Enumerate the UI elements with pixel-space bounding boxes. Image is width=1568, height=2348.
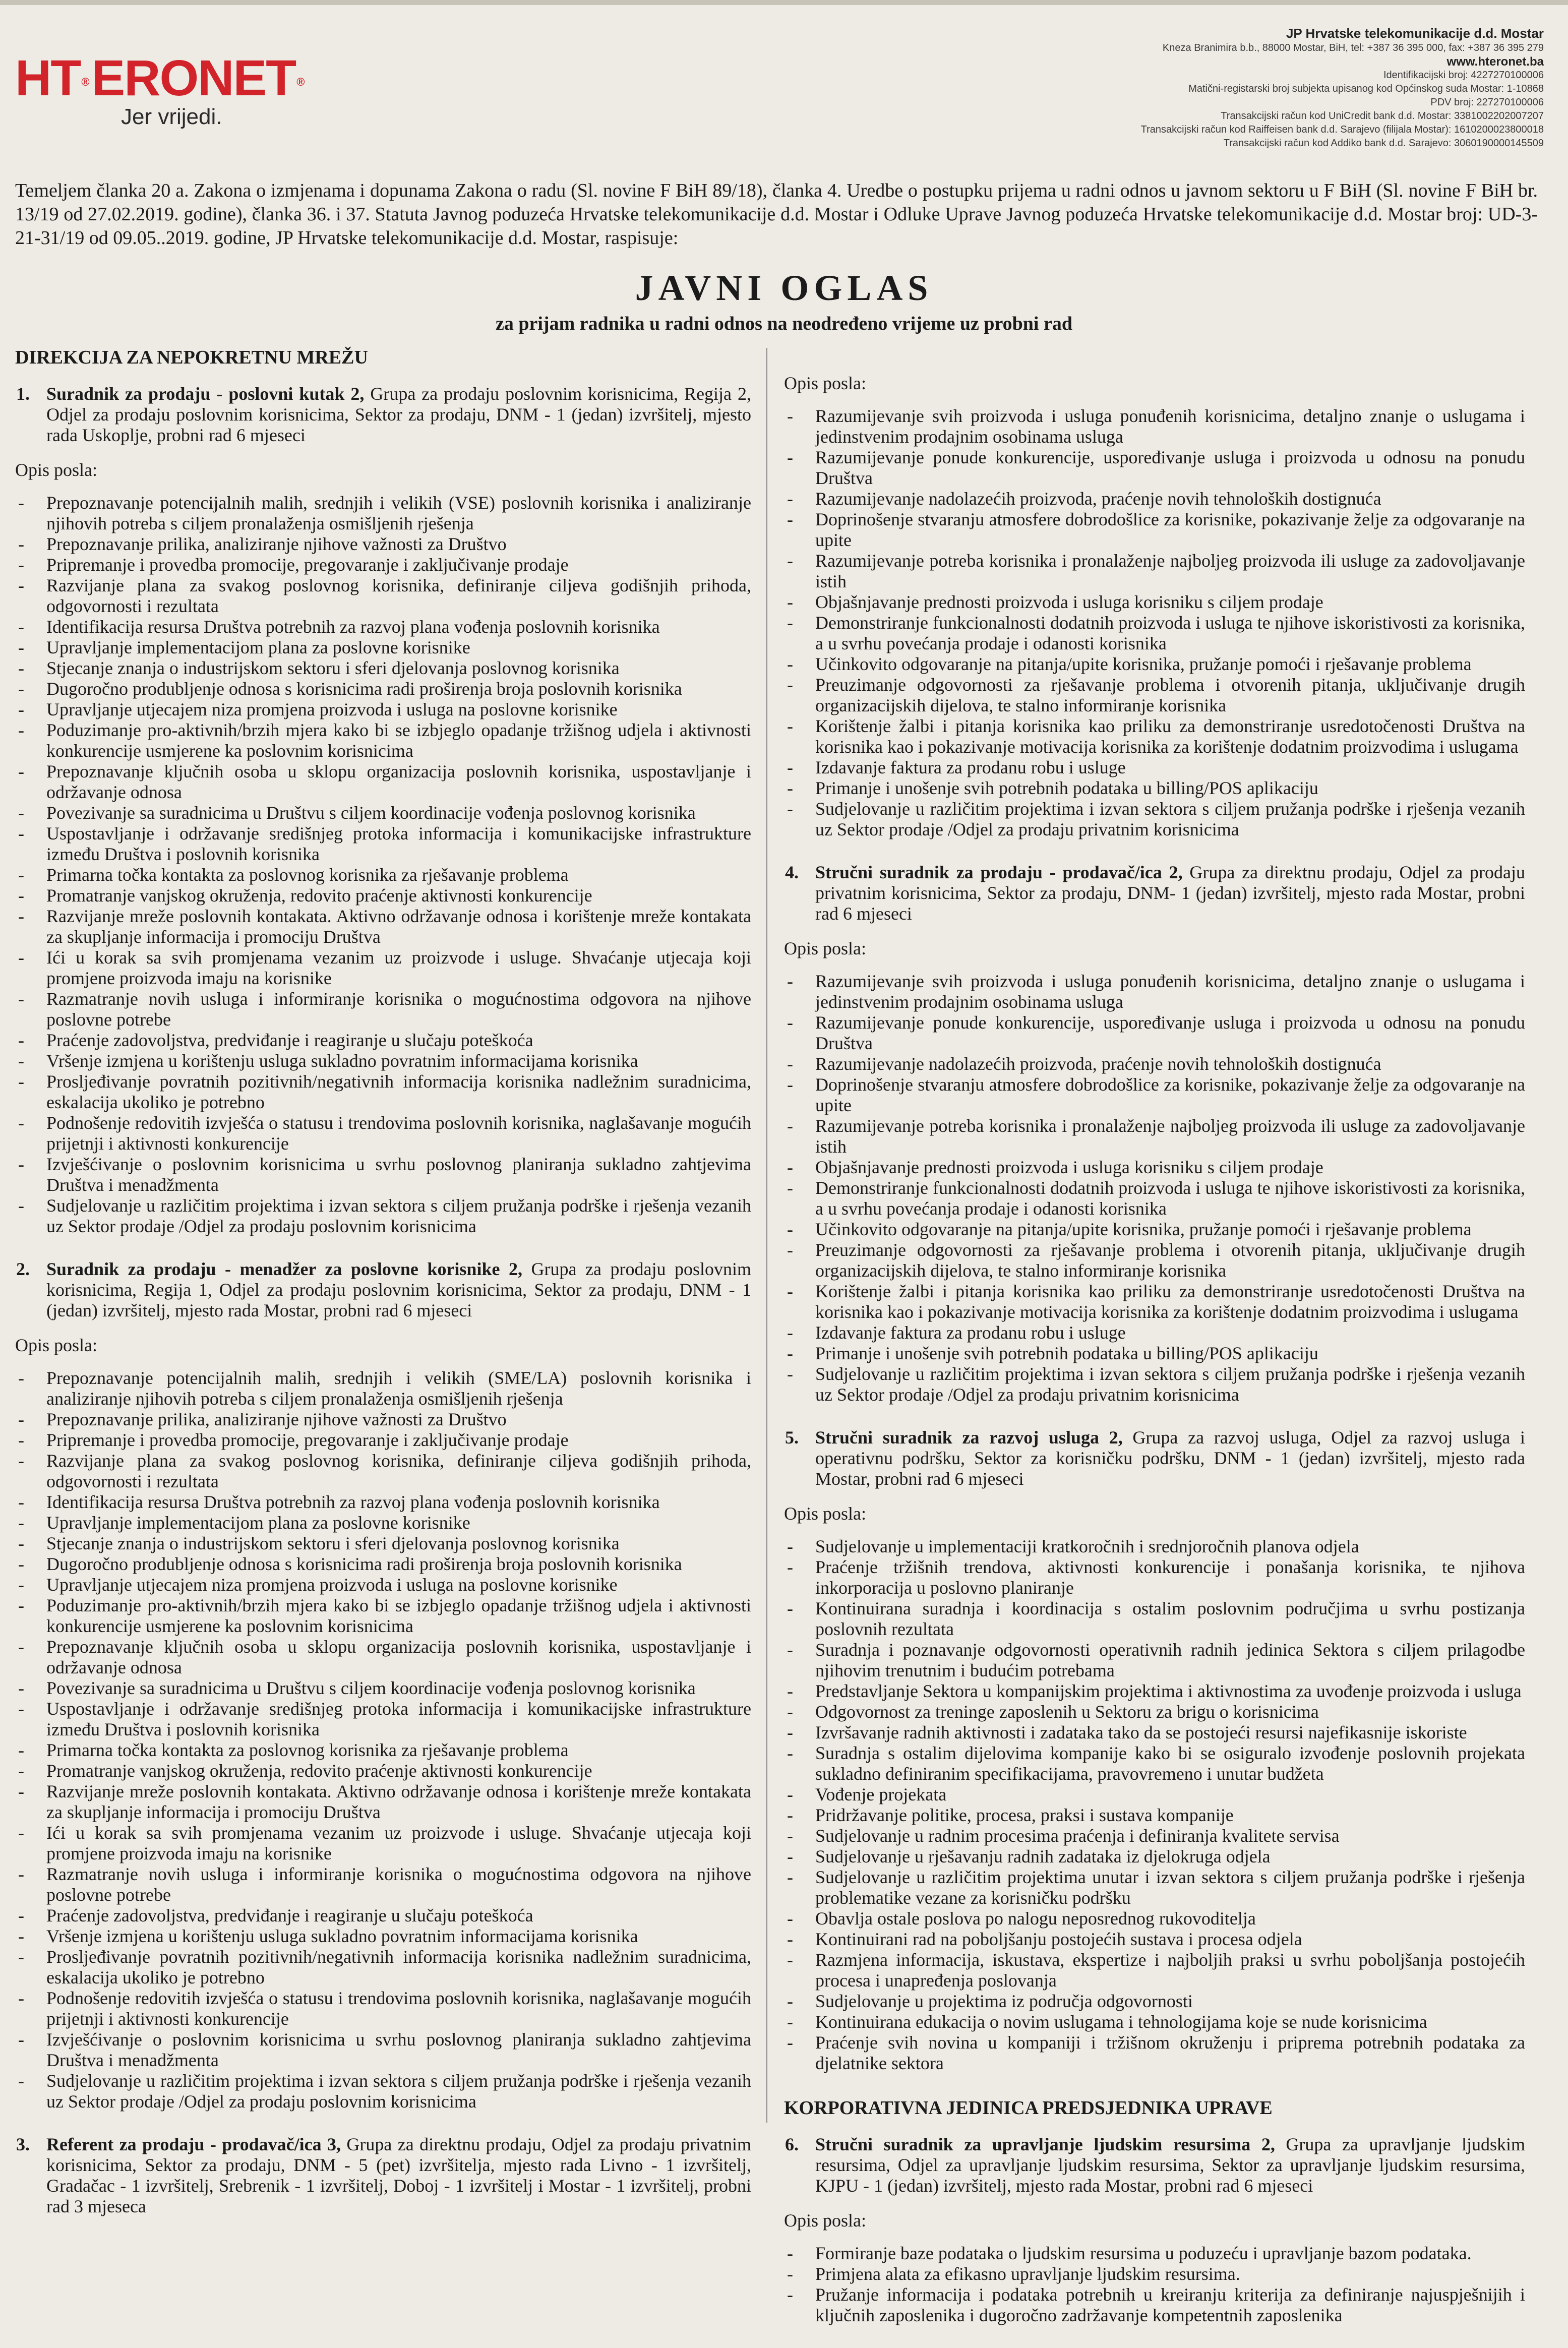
duty-item: - Predstavljanje Sektora u kompanijskim projektima i aktivnostima za uvođenje proizvoda i usluga: [784, 1681, 1525, 1702]
company-details: [888, 25, 1544, 150]
duty-item: - Razmatranje novih usluga i informiranje korisnika o mogućnostima odgovora na njihove poslovne potrebe: [15, 989, 751, 1030]
duty-item: - Prepoznavanje potencijalnih malih, srednjih i velikih (SME/LA) poslovnih korisnika i analiziranje njihovih potreba s ciljem pronalaženja osmišljenih rješenja: [15, 1368, 751, 1409]
duty-item: - Uspostavljanje i održavanje središnjeg protoka informacija i komunikacijske infrastrukture između Društva i poslovnih korisnika: [15, 823, 751, 865]
duty-item: - Vođenje projekata: [784, 1784, 1525, 1805]
position-number: 1.: [16, 384, 30, 404]
duty-item: - Izdavanje faktura za prodanu robu i usluge: [784, 1322, 1525, 1343]
position-details: Grupa za prodaju poslovnim korisnicima, Regija 2, Odjel za prodaju poslovnim korisnicima, Sektor za prodaju, DNM - 1 (jedan) izvršitelj, mjesto rada Uskoplje, probni rad 6 mjeseci: [46, 384, 752, 445]
duty-item: - Suradnja i poznavanje odgovornosti operativnih radnih jedinica Sektora s ciljem prilagodbe njihovim trenutnim i budućim potrebama: [784, 1640, 1525, 1681]
duty-item: - Povezivanje sa suradnicima u Društvu s ciljem koordinacije vođenja poslovnog korisnika: [15, 803, 751, 823]
directorate-heading: DIREKCIJA ZA NEPOKRETNU MREŽU: [15, 347, 368, 368]
duty-item: - Poduzimanje pro-aktivnih/brzih mjera kako bi se izbjeglo opadanje tržišnog udjela i aktivnosti konkurencije usmjerene ka poslovnim korisnicima: [15, 1595, 751, 1637]
duty-item: - Korištenje žalbi i pitanja korisnika kao priliku za demonstriranje usredotočenosti Društva na korisnika kao i pokazivanje motivacija korisnika za korištenje dodatnim proizvodima i uslugama: [784, 716, 1525, 757]
position-5: [784, 1427, 1525, 1489]
duty-item: - Izvješćivanje o poslovnim korisnicima u svrhu poslovnog planiranja sukladno zahtjevima Društva i menadžmenta: [15, 1154, 751, 1195]
position-title: Referent za prodaju - prodavač/ica 3,: [46, 2134, 341, 2154]
company-registry-line: Matični-registarski broj subjekta upisanog kod Općinskog suda Mostar: 1-10868: [1188, 83, 1544, 94]
duty-item: - Poduzimanje pro-aktivnih/brzih mjera kako bi se izbjeglo opadanje tržišnog udjela i aktivnosti konkurencije usmjerene ka poslovnim korisnicima: [15, 720, 751, 761]
logo-text-eronet: ERONET: [91, 50, 296, 106]
duty-item: - Primarna točka kontakta za poslovnog korisnika za rješavanje problema: [15, 865, 751, 885]
duty-item: - Vršenje izmjena u korištenju usluga sukladno povratnim informacijama korisnika: [15, 1926, 751, 1947]
duties-heading: Opis posla:: [784, 938, 867, 958]
duty-item: - Sudjelovanje u projektima iz područja odgovornosti: [784, 1991, 1525, 2012]
duties-list-4: [784, 971, 1525, 1405]
duty-item: - Prosljeđivanje povratnih pozitivnih/negativnih informacija korisnika nadležnim suradnicima, eskalacija ukoliko je potrebno: [15, 1947, 751, 1988]
duty-item: - Praćenje tržišnih trendova, aktivnosti konkurencije i ponašanja korisnika, te njihova inkorporacija u poslovno planiranje: [784, 1557, 1525, 1598]
duties-heading: Opis posla:: [15, 460, 98, 480]
duty-item: - Razumijevanje nadolazećih proizvoda, praćenje novih tehnoloških dostignuća: [784, 489, 1525, 509]
duty-item: - Prepoznavanje prilika, analiziranje njihove važnosti za Društvo: [15, 1409, 751, 1430]
company-bank-line: Transakcijski račun kod UniCredit bank d.d. Mostar: 3381002202007207: [1221, 110, 1544, 122]
duty-item: - Prepoznavanje prilika, analiziranje njihove važnosti za Društvo: [15, 534, 751, 555]
duty-item: - Promatranje vanjskog okruženja, redovito praćenje aktivnosti konkurencije: [15, 885, 751, 906]
duty-item: - Objašnjavanje prednosti proizvoda i usluga korisniku s ciljem prodaje: [784, 1157, 1525, 1178]
position-number: 5.: [785, 1427, 799, 1448]
position-2: [15, 1259, 751, 1321]
duty-item: - Kontinuirana suradnja i koordinacija s ostalim poslovnim područjima u svrhu postizanja poslovnih rezultata: [784, 1598, 1525, 1640]
duty-item: - Prosljeđivanje povratnih pozitivnih/negativnih informacija korisnika nadležnim suradnicima, eskalacija ukoliko je potrebno: [15, 1071, 751, 1113]
duty-item: - Objašnjavanje prednosti proizvoda i usluga korisniku s ciljem prodaje: [784, 592, 1525, 613]
position-title: Suradnik za prodaju - menadžer za poslovne korisnike 2,: [46, 1259, 522, 1279]
duty-item: - Sudjelovanje u implementaciji kratkoročnih i srednjoročnih planova odjela: [784, 1536, 1525, 1557]
duty-item: - Suradnja s ostalim dijelovima kompanije kako bi se osiguralo izvođenje poslovnih projekata sukladno definiranim specifikacijama, pravovremeno i unutar budžeta: [784, 1743, 1525, 1784]
position-details: Grupa za direktnu prodaju, Odjel za prodaju privatnim korisnicima, Sektor za prodaju, DNM - 5 (pet) izvršitelja, mjesto rada Livno - 1 izvršitelj, Gradačac - 1 izvršitelj, Srebrenik - 1 izvršitelj, Doboj - 1 izvršitelj i Mostar - 1 izvršitelj, probni rad 3 mjeseca: [46, 2134, 751, 2216]
duty-item: - Sudjelovanje u rješavanju radnih zadataka iz djelokruga odjela: [784, 1846, 1525, 1867]
duty-item: - Stjecanje znanja o industrijskom sektoru i sferi djelovanja poslovnog korisnika: [15, 1533, 751, 1554]
company-id-line: Identifikacijski broj: 4227270100006: [1383, 70, 1544, 81]
duty-item: - Razvijanje plana za svakog poslovnog korisnika, definiranje ciljeva godišnjih prihoda, odgovornosti i rezultata: [15, 1451, 751, 1492]
right-column: [784, 373, 1525, 2348]
duty-item: - Razmjena informacija, iskustava, ekspertize i najboljih praksi u svrhu poboljšanja postojećih procesa i unapređenja poslovanja: [784, 1950, 1525, 1991]
position-title: Stručni suradnik za prodaju - prodavač/ica 2,: [815, 862, 1183, 882]
duties-list-5: [784, 1536, 1525, 2074]
position-number: 6.: [785, 2134, 799, 2154]
position-details: Grupa za razvoj usluga, Odjel za razvoj usluga i operativnu podršku, Sektor za korisničku podršku, DNM - 1 (jedan) izvršitelj, mjesto rada Mostar, probni rad 6 mjeseci: [815, 1427, 1525, 1489]
position-title: Stručni suradnik za razvoj usluga 2,: [815, 1427, 1123, 1448]
duty-item: - Razumijevanje nadolazećih proizvoda, praćenje novih tehnoloških dostignuća: [784, 1054, 1525, 1074]
duties-heading: Opis posla:: [15, 1335, 98, 1355]
duty-item: - Upravljanje utjecajem niza promjena proizvoda i usluga na poslovne korisnike: [15, 1575, 751, 1595]
company-vat-line: PDV broj: 227270100006: [1430, 97, 1544, 108]
duty-item: - Obavlja ostale poslova po nalogu neposrednog rukovoditelja: [784, 1908, 1525, 1929]
duty-item: - Sudjelovanje u različitim projektima i izvan sektora s ciljem pružanja podrške i rješenja vezanih uz Sektor prodaje /Odjel za prodaju privatnim korisnicima: [784, 1364, 1525, 1405]
duty-item: - Razumijevanje ponude konkurencije, uspoređivanje usluga i proizvoda u odnosu na ponudu Društva: [784, 447, 1525, 489]
position-4: [784, 862, 1525, 924]
duty-item: - Izdavanje faktura za prodanu robu i usluge: [784, 757, 1525, 778]
duty-item: - Pripremanje i provedba promocije, pregovaranje i zaključivanje prodaje: [15, 1430, 751, 1451]
company-bank-line: Transakcijski račun kod Addiko bank d.d. Sarajevo: 3060190000145509: [1223, 138, 1544, 149]
duties-heading: Opis posla:: [784, 1503, 867, 1524]
duties-list-1: [15, 493, 751, 1237]
duty-item: - Primarna točka kontakta za poslovnog korisnika za rješavanje problema: [15, 1740, 751, 1761]
logo-text-ht: HT: [15, 50, 81, 106]
duty-item: - Ići u korak sa svih promjenama vezanim uz proizvode i usluge. Shvaćanje utjecaja koji promjene proizvoda imaju na korisnike: [15, 947, 751, 989]
duty-item: - Praćenje zadovoljstva, predviđanje i reagiranje u slučaju poteškoća: [15, 1905, 751, 1926]
duty-item: - Dugoročno produbljenje odnosa s korisnicima radi proširenja broja poslovnih korisnika: [15, 1554, 751, 1575]
duties-list-6: [784, 2243, 1525, 2326]
position-title: Stručni suradnik za upravljanje ljudskim resursima 2,: [815, 2134, 1275, 2154]
company-logo: HT®ERONET® Jer vrijedi.: [15, 50, 304, 129]
company-name: JP Hrvatske telekomunikacije d.d. Mostar: [1286, 26, 1544, 41]
duty-item: - Razvijanje mreže poslovnih kontakata. Aktivno održavanje odnosa i korištenje mreže kontakata za skupljanje informacija i promociju Društva: [15, 1781, 751, 1823]
duty-item: - Razumijevanje ponude konkurencije, uspoređivanje usluga i proizvoda u odnosu na ponudu Društva: [784, 1012, 1525, 1054]
duty-item: - Prepoznavanje ključnih osoba u sklopu organizacija poslovnih korisnika, uspostavljanje i održavanje odnosa: [15, 1637, 751, 1678]
duty-item: - Učinkovito odgovaranje na pitanja/upite korisnika, pružanje pomoći i rješavanje problema: [784, 1219, 1525, 1240]
duty-item: - Sudjelovanje u različitim projektima i izvan sektora s ciljem pružanja podrške i rješenja vezanih uz Sektor prodaje /Odjel za prodaju poslovnim korisnicima: [15, 1195, 751, 1237]
position-details: Grupa za upravljanje ljudskim resursima, Odjel za upravljanje ljudskim resursima, Sektor za upravljanje ljudskim resursima, KJPU - 1 (jedan) izvršitelj, mjesto rada Mostar, probni rad 6 mjeseci: [815, 2134, 1526, 2196]
duty-item: - Razumijevanje svih proizvoda i usluga ponuđenih korisnicima, detaljno znanje o uslugama i jedinstvenim prodajnim osobinama usluga: [784, 971, 1525, 1012]
duty-item: - Odgovornost za treninge zaposlenih u Sektoru za brigu o korisnicima: [784, 1702, 1525, 1722]
page-subtitle: za prijam radnika u radni odnos na neodređeno vrijeme uz probni rad: [496, 313, 1072, 334]
duty-item: - Povezivanje sa suradnicima u Društvu s ciljem koordinacije vođenja poslovnog korisnika: [15, 1678, 751, 1699]
duty-item: - Identifikacija resursa Društva potrebnih za razvoj plana vođenja poslovnih korisnika: [15, 617, 751, 637]
company-bank-line: Transakcijski račun kod Raiffeisen bank d.d. Sarajevo (filijala Mostar): 1610200023800018: [1140, 124, 1544, 135]
position-number: 2.: [16, 1259, 30, 1279]
duty-item: - Upravljanje implementacijom plana za poslovne korisnike: [15, 1513, 751, 1533]
duty-item: - Promatranje vanjskog okruženja, redovito praćenje aktivnosti konkurencije: [15, 1761, 751, 1781]
duty-item: - Razvijanje plana za svakog poslovnog korisnika, definiranje ciljeva godišnjih prihoda, odgovornosti i rezultata: [15, 575, 751, 617]
duty-item: - Učinkovito odgovaranje na pitanja/upite korisnika, pružanje pomoći i rješavanje problema: [784, 654, 1525, 675]
duty-item: - Korištenje žalbi i pitanja korisnika kao priliku za demonstriranje usredotočenosti Društva na korisnika kao i pokazivanje motivacija korisnika za korištenje dodatnim proizvodima i uslugama: [784, 1281, 1525, 1322]
duty-item: - Primanje i unošenje svih potrebnih podataka u billing/POS aplikaciju: [784, 1343, 1525, 1364]
duty-item: - Sudjelovanje u radnim procesima praćenja i definiranja kvalitete servisa: [784, 1826, 1525, 1846]
duty-item: - Kontinuirana edukacija o novim uslugama i tehnologijama koje se nude korisnicima: [784, 2012, 1525, 2032]
intro-paragraph: Temeljem članka 20 a. Zakona o izmjenama i dopunama Zakona o radu (Sl. novine F BiH 89/18), članka 4. Uredbe o postupku prijema u radni odnos u javnom sektoru u F BiH (Sl. novine F BiH br. 13/19 od 27.02.2019. godine), članka 36. i 37. Statuta Javnog poduzeća Hrvatske telekomunikacije d.d. Mostar i Odluke Uprave Javnog poduzeća Hrvatske telekomunikacije d.d. Mostar broj: UD-3-21-31/19 od 09.05..2019. godine, JP Hrvatske telekomunikacije d.d. Mostar, raspisuje:: [15, 180, 1538, 249]
column-divider: [766, 348, 767, 2123]
position-title: Suradnik za prodaju - poslovni kutak 2,: [46, 384, 365, 404]
duty-item: - Uspostavljanje i održavanje središnjeg protoka informacija i komunikacijske infrastrukture između Društva i poslovnih korisnika: [15, 1699, 751, 1740]
duty-item: - Razvijanje mreže poslovnih kontakata. Aktivno održavanje odnosa i korištenje mreže kontakata za skupljanje informacija i promociju Društva: [15, 906, 751, 947]
duty-item: - Prepoznavanje ključnih osoba u sklopu organizacija poslovnih korisnika, uspostavljanje i održavanje odnosa: [15, 761, 751, 803]
duty-item: - Stjecanje znanja o industrijskom sektoru i sferi djelovanja poslovnog korisnika: [15, 658, 751, 679]
duty-item: - Identifikacija resursa Društva potrebnih za razvoj plana vođenja poslovnih korisnika: [15, 1492, 751, 1513]
duty-item: - Pružanje informacija i podataka potrebnih u kreiranju kriterija za definiranje najuspješnijih i ključnih zaposlenika i dugoročno zadržavanje kompetentnih zaposlenika: [784, 2284, 1525, 2326]
duty-item: - Sudjelovanje u različitim projektima i izvan sektora s ciljem pružanja podrške i rješenja vezanih uz Sektor prodaje /Odjel za prodaju poslovnim korisnicima: [15, 2071, 751, 2112]
duty-item: - Dugoročno produbljenje odnosa s korisnicima radi proširenja broja poslovnih korisnika: [15, 679, 751, 699]
position-number: 4.: [785, 862, 799, 882]
duties-heading: Opis posla:: [784, 2210, 867, 2231]
company-website: www.hteronet.ba: [1446, 55, 1544, 69]
duty-item: - Kontinuirani rad na poboljšanju postojećih sustava i procesa odjela: [784, 1929, 1525, 1950]
duty-item: - Praćenje zadovoljstva, predviđanje i reagiranje u slučaju poteškoća: [15, 1030, 751, 1051]
duty-item: - Vršenje izmjena u korištenju usluga sukladno povratnim informacijama korisnika: [15, 1051, 751, 1071]
page-title: JAVNI OGLAS: [635, 268, 933, 308]
position-details: Grupa za prodaju poslovnim korisnicima, Regija 1, Odjel za prodaju poslovnim korisnicima, Sektor za prodaju, DNM - 1 (jedan) izvršitelj, mjesto rada Mostar, probni rad 6 mjeseci: [46, 1259, 752, 1320]
duty-item: - Pripremanje i provedba promocije, pregovaranje i zaključivanje prodaje: [15, 555, 751, 575]
duty-item: - Razumijevanje svih proizvoda i usluga ponuđenih korisnicima, detaljno znanje o uslugama i jedinstvenim prodajnim osobinama usluga: [784, 406, 1525, 447]
duty-item: - Pridržavanje politike, procesa, praksi i sustava kompanije: [784, 1805, 1525, 1826]
page-top-rule: [0, 0, 1568, 5]
duty-item: - Razumijevanje potreba korisnika i pronalaženje najboljeg proizvoda ili usluge za zadovoljavanje istih: [784, 1116, 1525, 1157]
duty-item: - Ići u korak sa svih promjenama vezanim uz proizvode i usluge. Shvaćanje utjecaja koji promjene proizvoda imaju na korisnike: [15, 1823, 751, 1864]
duty-item: - Podnošenje redovitih izvješća o statusu i trendovima poslovnih korisnika, naglašavanje mogućih prijetnji i aktivnosti konkurencije: [15, 1988, 751, 2029]
duty-item: - Podnošenje redovitih izvješća o statusu i trendovima poslovnih korisnika, naglašavanje mogućih prijetnji i aktivnosti konkurencije: [15, 1113, 751, 1154]
duty-item: - Razmatranje novih usluga i informiranje korisnika o mogućnostima odgovora na njihove poslovne potrebe: [15, 1864, 751, 1905]
position-3: [15, 2134, 751, 2217]
unit-heading: KORPORATIVNA JEDINICA PREDSJEDNIKA UPRAVE: [784, 2097, 1273, 2119]
company-address: Kneza Branimira b.b., 88000 Mostar, BiH, tel: +387 36 395 000, fax: +387 36 395 279: [1162, 42, 1544, 53]
duty-item: - Upravljanje implementacijom plana za poslovne korisnike: [15, 637, 751, 658]
duty-item: - Doprinošenje stvaranju atmosfere dobrodošlice za korisnike, pokazivanje želje za odgovaranje na upite: [784, 1074, 1525, 1116]
logo-tagline: Jer vrijedi.: [121, 104, 222, 129]
position-6: [784, 2134, 1525, 2196]
duty-item: - Preuzimanje odgovornosti za rješavanje problema i otvorenih pitanja, uključivanje drugih organizacijskih dijelova, te stalno informiranje korisnika: [784, 675, 1525, 716]
duty-item: - Razumijevanje potreba korisnika i pronalaženje najboljeg proizvoda ili usluge za zadovoljavanje istih: [784, 551, 1525, 592]
duty-item: - Formiranje baze podataka o ljudskim resursima u poduzeću i upravljanje bazom podataka.: [784, 2243, 1525, 2264]
duties-list-3: [784, 406, 1525, 840]
duty-item: - Primanje i unošenje svih potrebnih podataka u billing/POS aplikaciju: [784, 778, 1525, 799]
duties-list-2: [15, 1368, 751, 2112]
duty-item: - Preuzimanje odgovornosti za rješavanje problema i otvorenih pitanja, uključivanje drugih organizacijskih dijelova, te stalno informiranje korisnika: [784, 1240, 1525, 1281]
duty-item: - Izvješćivanje o poslovnim korisnicima u svrhu poslovnog planiranja sukladno zahtjevima Društva i menadžmenta: [15, 2029, 751, 2071]
duty-item: - Sudjelovanje u različitim projektima i izvan sektora s ciljem pružanja podrške i rješenja vezanih uz Sektor prodaje /Odjel za prodaju privatnim korisnicima: [784, 799, 1525, 840]
left-column: [15, 345, 751, 2231]
duty-item: - Doprinošenje stvaranju atmosfere dobrodošlice za korisnike, pokazivanje želje za odgovaranje na upite: [784, 509, 1525, 551]
duty-item: - Izvršavanje radnih aktivnosti i zadataka tako da se postojeći resursi najefikasnije iskoriste: [784, 1722, 1525, 1743]
duty-item: - Sudjelovanje u različitim projektima unutar i izvan sektora s ciljem pružanja podrške i rješenja problematike vezane za korisničku podršku: [784, 1867, 1525, 1908]
position-details: Grupa za direktnu prodaju, Odjel za prodaju privatnim korisnicima, Sektor za prodaju, DNM- 1 (jedan) izvršitelj, mjesto rada Mostar, probni rad 6 mjeseci: [815, 862, 1525, 924]
duty-item: - Upravljanje utjecajem niza promjena proizvoda i usluga na poslovne korisnike: [15, 699, 751, 720]
position-number: 3.: [16, 2134, 30, 2154]
duty-item: - Praćenje svih novina u kompaniji i tržišnom okruženju i priprema potrebnih podataka za djelatnike sektora: [784, 2032, 1525, 2074]
duty-item: - Primjena alata za efikasno upravljanje ljudskim resursima.: [784, 2264, 1525, 2284]
duty-item: - Prepoznavanje potencijalnih malih, srednjih i velikih (VSE) poslovnih korisnika i analiziranje njihovih potreba s ciljem pronalaženja osmišljenih rješenja: [15, 493, 751, 534]
duty-item: - Demonstriranje funkcionalnosti dodatnih proizvoda i usluga te njihove iskoristivosti za korisnika, a u svrhu povećanja prodaje i odanosti korisnika: [784, 613, 1525, 654]
position-1: [15, 384, 751, 446]
duties-heading: Opis posla:: [784, 373, 867, 393]
duty-item: - Demonstriranje funkcionalnosti dodatnih proizvoda i usluga te njihove iskoristivosti za korisnika, a u svrhu povećanja prodaje i odanosti korisnika: [784, 1178, 1525, 1219]
